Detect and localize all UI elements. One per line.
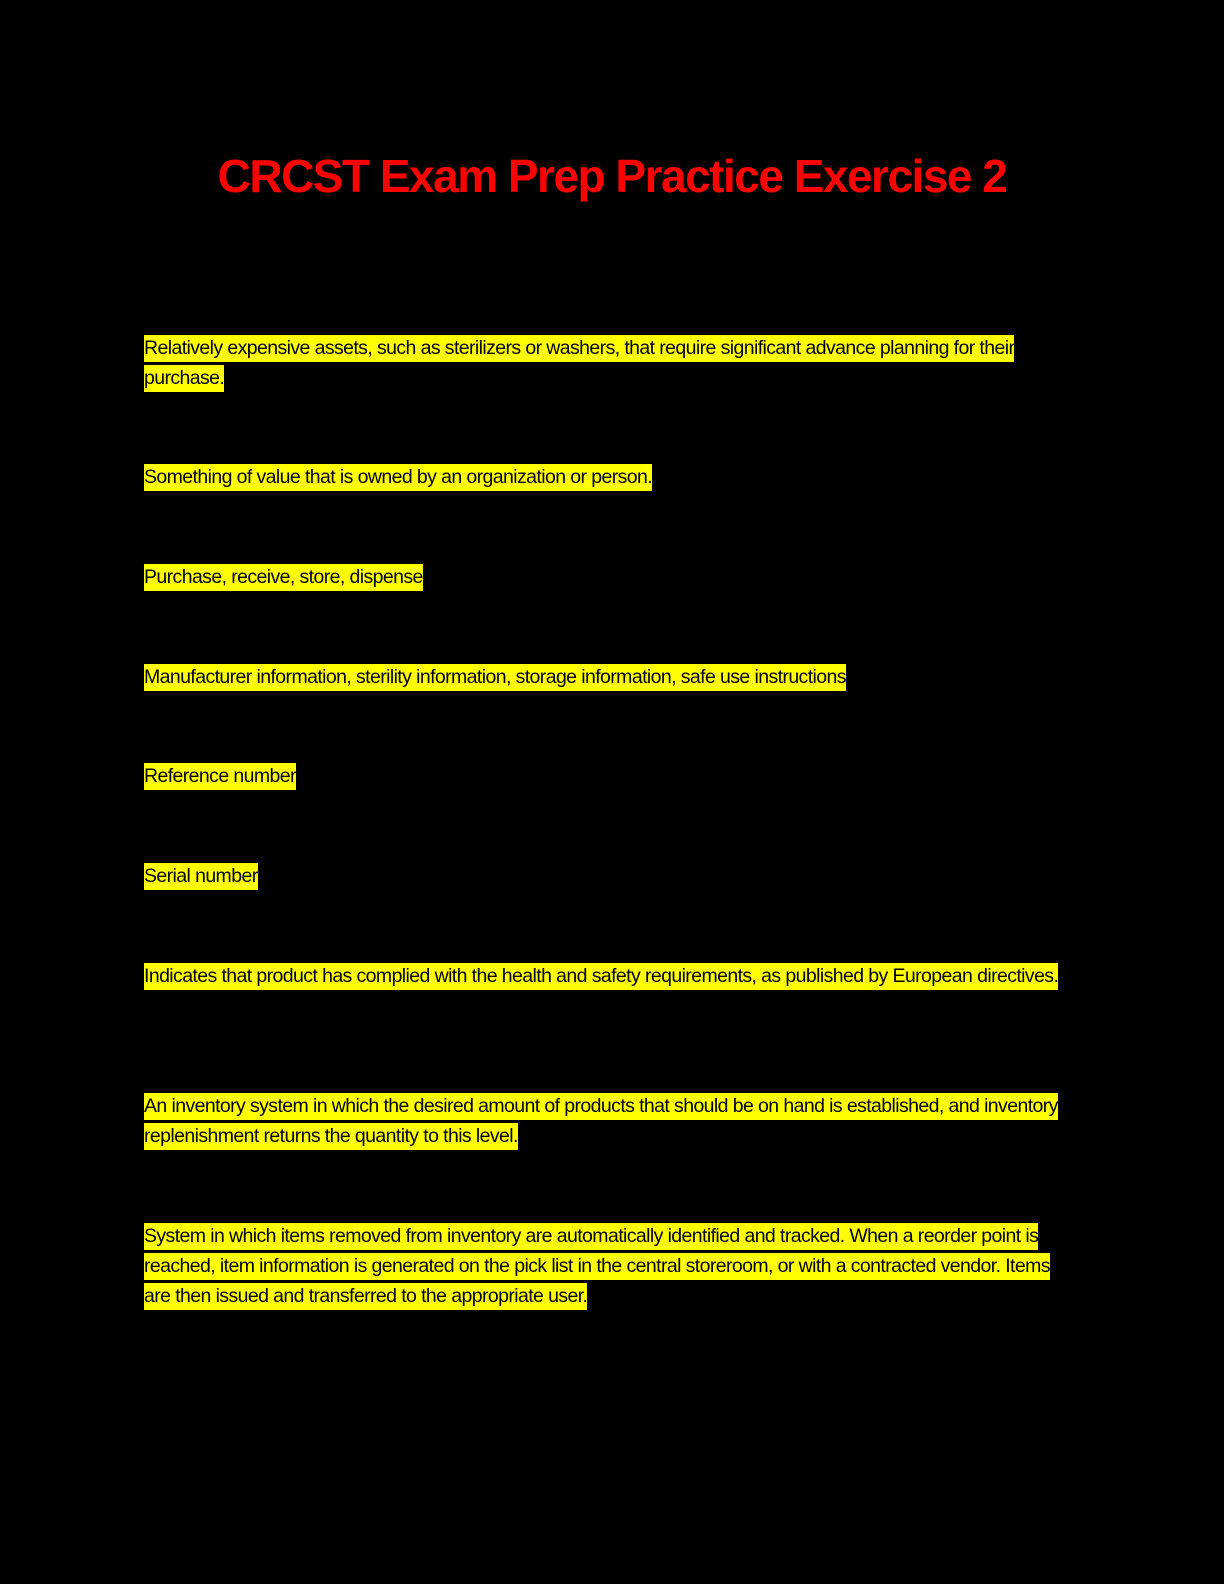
answer-item-5	[144, 761, 1074, 791]
answer-item-6	[144, 861, 1074, 891]
highlighted-answer-text: Something of value that is owned by an organization or person.	[144, 464, 652, 491]
answer-item-2	[144, 462, 1074, 492]
highlighted-answer-text: Indicates that product has complied with the health and safety requirements, as published by European directives.	[144, 963, 1058, 990]
highlighted-answer-text: Relatively expensive assets, such as sterilizers or washers, that require significant advance planning for their purchase.	[144, 335, 1014, 392]
answer-item-9	[144, 1221, 1074, 1311]
page-title: CRCST Exam Prep Practice Exercise 2	[217, 150, 1007, 202]
answer-item-1	[144, 333, 1074, 393]
highlighted-answer-text: Manufacturer information, sterility information, storage information, safe use instructions	[144, 664, 846, 691]
highlighted-answer-text: Purchase, receive, store, dispense	[144, 564, 423, 591]
answer-item-4	[144, 662, 1074, 692]
highlighted-answer-text: An inventory system in which the desired amount of products that should be on hand is established, and inventory replenishment returns the quantity to this level.	[144, 1093, 1058, 1150]
answer-item-8	[144, 1091, 1074, 1151]
highlighted-answer-text: Serial number	[144, 863, 258, 890]
highlighted-answer-text: Reference number	[144, 763, 296, 790]
highlighted-answer-text: System in which items removed from inventory are automatically identified and tracked. When a reorder point is reached, item information is generated on the pick list in the central storeroom, or with a contracted vendor. Items are then issued and transferred to the appropriate user.	[144, 1223, 1050, 1310]
answer-item-3	[144, 562, 1074, 592]
answer-item-7	[144, 961, 1074, 991]
